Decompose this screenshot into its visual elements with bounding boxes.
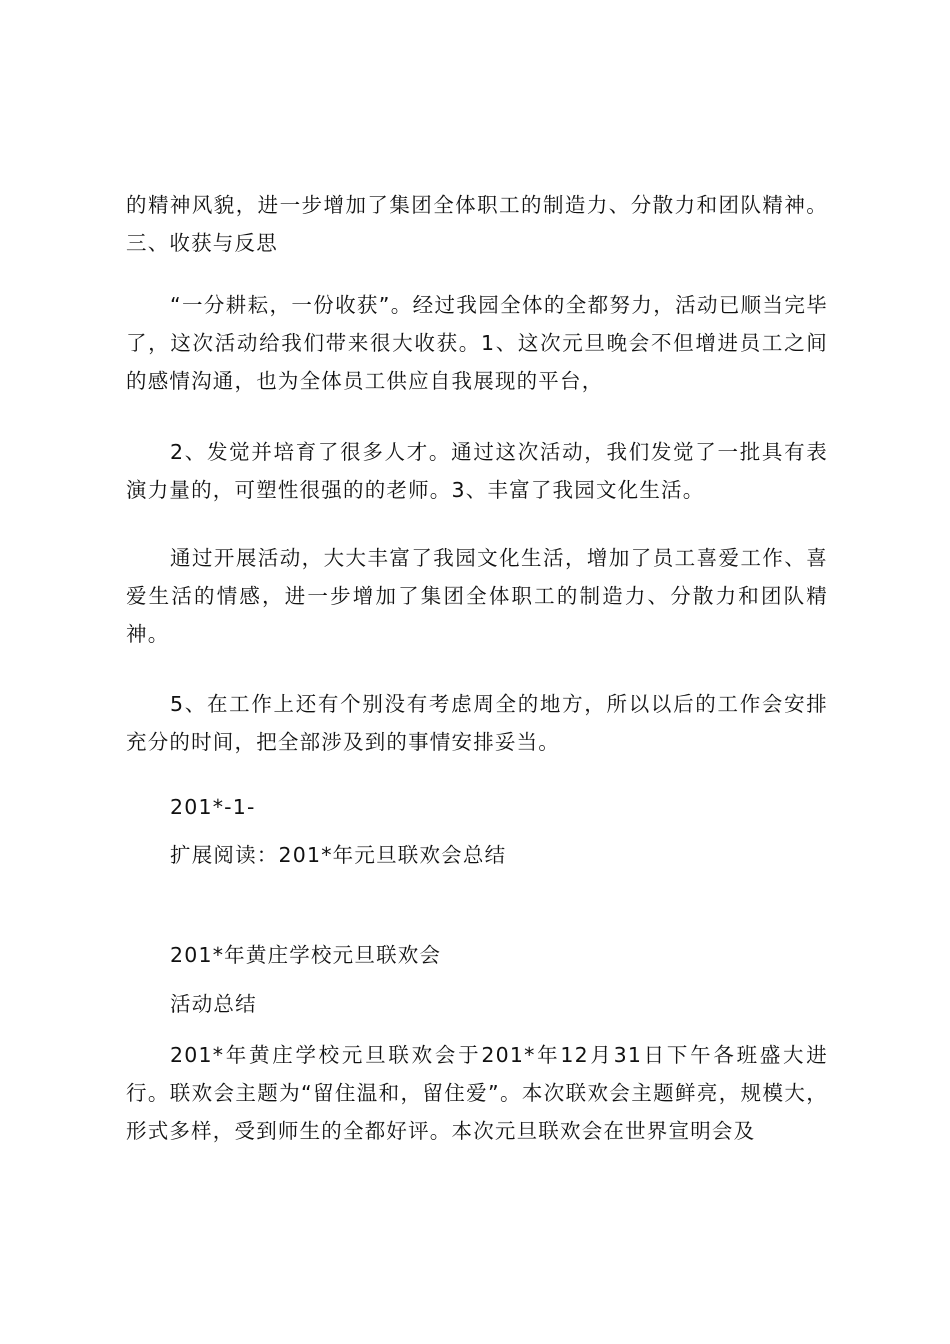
paragraph-improvement: 5、在工作上还有个别没有考虑周全的地方，所以以后的工作会安排充分的时间，把全部涉及到的事情安排妥当。 [126,692,828,754]
date-line: 201*-1- [170,795,256,819]
paragraph-continuation: 的精神风貌，进一步增加了集团全体职工的制造力、分散力和团队精神。三、收获与反思 [126,193,828,255]
paragraph-talent: 2、发觉并培育了很多人才。通过这次活动，我们发觉了一批具有表演力量的，可塑性很强的的老师。3、丰富了我园文化生活。 [126,440,828,502]
paragraph-event-summary: 201*年黄庄学校元旦联欢会于201*年12月31日下午各班盛大进行。联欢会主题为“留住温和，留住爱”。本次联欢会主题鲜亮，规模大，形式多样，受到师生的全都好评。本次元旦联欢会在世界宣明会及 [126,1043,828,1143]
extended-reading-title: 扩展阅读：201*年元旦联欢会总结 [170,843,507,867]
summary-heading: 活动总结 [170,992,257,1016]
paragraph-culture: 通过开展活动，大大丰富了我园文化生活，增加了员工喜爱工作、喜爱生活的情感，进一步增加了集团全体职工的制造力、分散力和团队精神。 [126,546,828,646]
event-title: 201*年黄庄学校元旦联欢会 [170,943,442,967]
paragraph-harvest: “一分耕耘，一份收获”。经过我园全体的全都努力，活动已顺当完毕了，这次活动给我们带来很大收获。1、这次元旦晚会不但增进员工之间的感情沟通，也为全体员工供应自我展现的平台， [126,293,828,393]
